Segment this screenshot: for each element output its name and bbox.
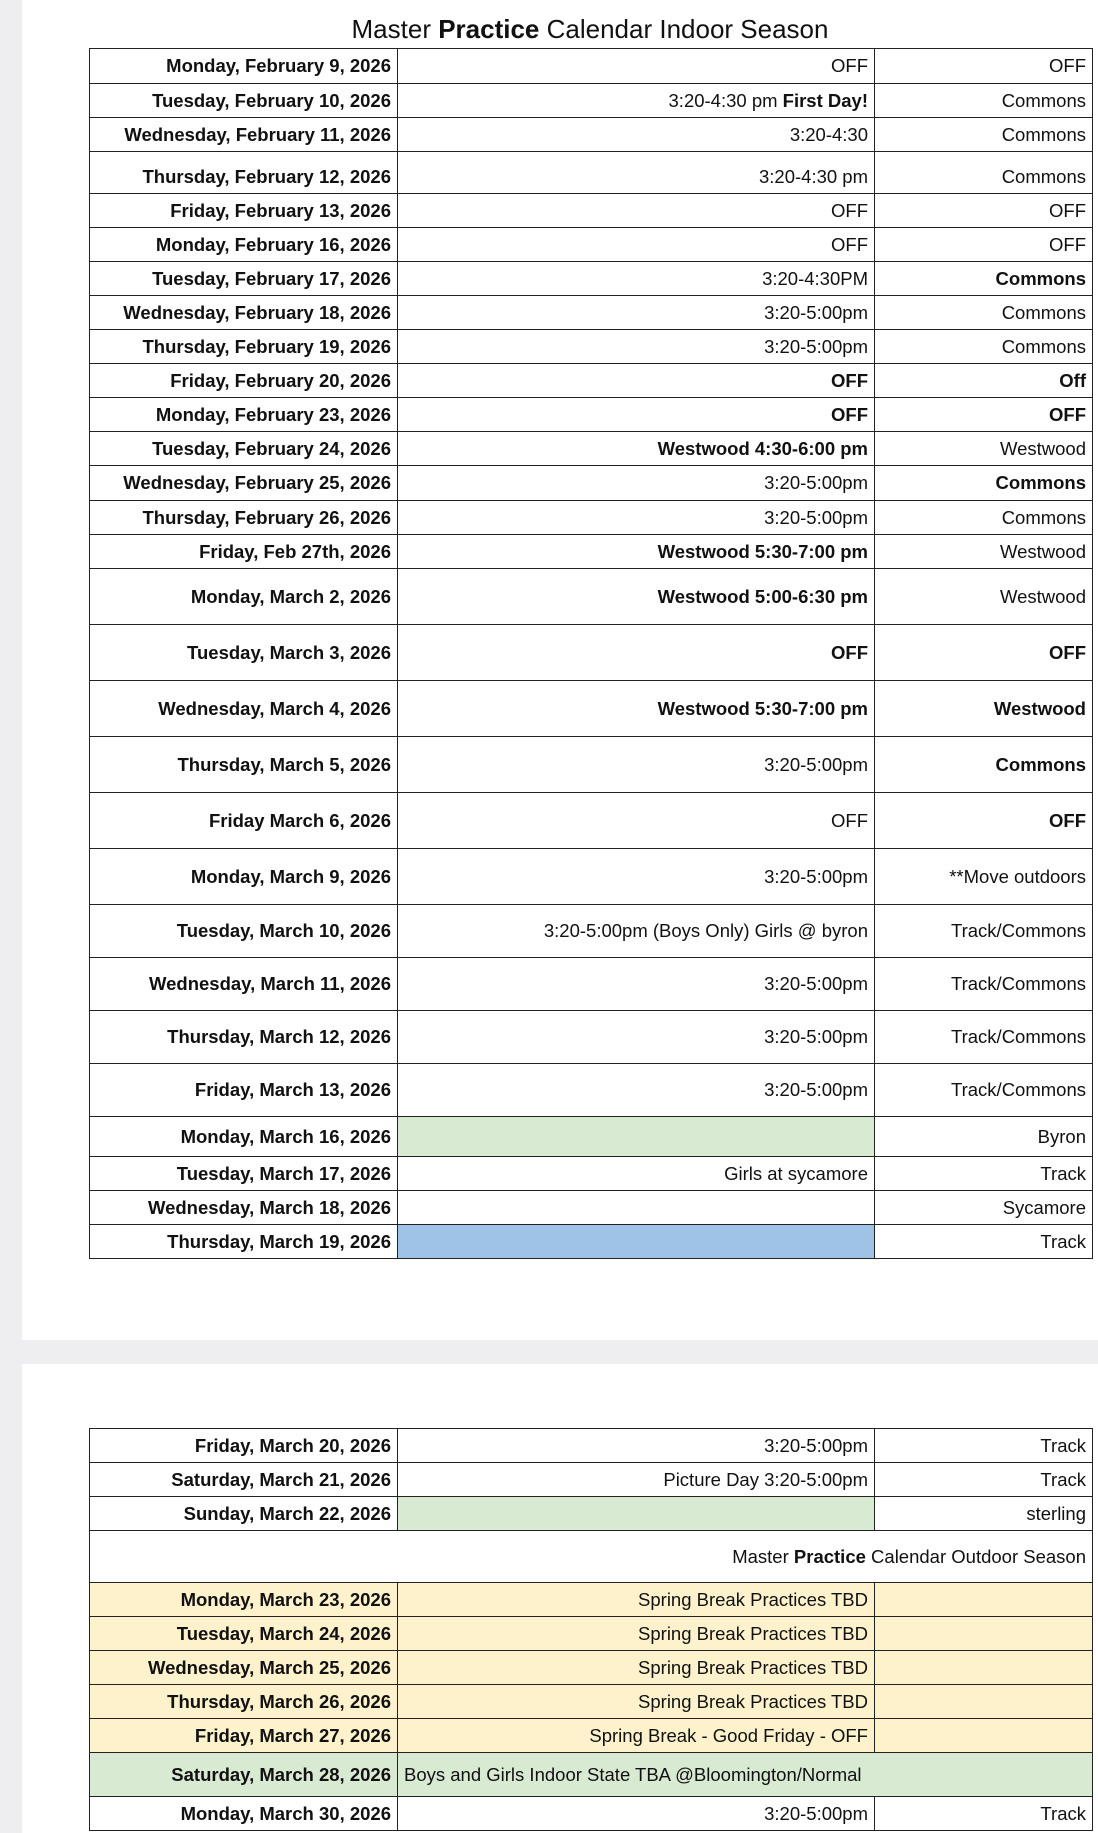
location-cell: Track [875, 1157, 1093, 1191]
table-row [90, 1157, 1093, 1191]
table-row [90, 262, 1093, 296]
date-cell: Thursday, March 12, 2026 [90, 1011, 398, 1064]
location-cell: OFF [875, 228, 1093, 262]
page-2 [22, 1364, 1098, 1833]
time-cell: Westwood 5:30-7:00 pm [398, 681, 875, 737]
table-row [90, 194, 1093, 228]
location-cell [875, 1617, 1093, 1651]
time-cell: 3:20-4:30 pm First Day! [398, 84, 875, 118]
time-cell: 3:20-5:00pm [398, 501, 875, 535]
time-cell: 3:20-5:00pm [398, 466, 875, 501]
table-row [90, 535, 1093, 569]
time-cell [398, 1117, 875, 1157]
date-cell: Wednesday, March 4, 2026 [90, 681, 398, 737]
table-row [90, 569, 1093, 625]
location-cell: Track [875, 1225, 1093, 1259]
outdoor-calendar-table [89, 1428, 1093, 1831]
date-cell: Tuesday, February 17, 2026 [90, 262, 398, 296]
location-cell: OFF [875, 194, 1093, 228]
time-cell: Westwood 5:00-6:30 pm [398, 569, 875, 625]
location-cell [875, 1651, 1093, 1685]
location-cell [875, 1719, 1093, 1753]
date-cell: Tuesday, March 10, 2026 [90, 905, 398, 958]
time-cell: 3:20-5:00pm [398, 958, 875, 1011]
location-cell: Commons [875, 262, 1093, 296]
table-row [90, 1651, 1093, 1685]
location-cell: Track [875, 1463, 1093, 1497]
time-cell: 3:20-5:00pm [398, 296, 875, 330]
time-cell: Westwood 5:30-7:00 pm [398, 535, 875, 569]
location-cell: OFF [875, 625, 1093, 681]
time-cell: Spring Break Practices TBD [398, 1583, 875, 1617]
time-cell: 3:20-4:30PM [398, 262, 875, 296]
location-cell: Commons [875, 296, 1093, 330]
date-cell: Wednesday, March 25, 2026 [90, 1651, 398, 1685]
time-cell: Spring Break Practices TBD [398, 1651, 875, 1685]
date-cell: Wednesday, February 18, 2026 [90, 296, 398, 330]
location-cell: Track/Commons [875, 958, 1093, 1011]
date-cell: Friday March 6, 2026 [90, 793, 398, 849]
table-row [90, 1719, 1093, 1753]
date-cell: Wednesday, February 11, 2026 [90, 118, 398, 152]
location-cell: Commons [875, 737, 1093, 793]
table-row [90, 364, 1093, 398]
date-cell: Monday, March 30, 2026 [90, 1797, 398, 1831]
table-row [90, 84, 1093, 118]
location-cell: Track/Commons [875, 1064, 1093, 1117]
time-cell: 3:20-5:00pm (Boys Only) Girls @ byron [398, 905, 875, 958]
table-row [90, 501, 1093, 535]
location-cell: Westwood [875, 681, 1093, 737]
table-row [90, 228, 1093, 262]
table-row [90, 1463, 1093, 1497]
time-cell [398, 1225, 875, 1259]
time-cell: Spring Break Practices TBD [398, 1685, 875, 1719]
time-cell: OFF [398, 793, 875, 849]
time-cell: 3:20-5:00pm [398, 1064, 875, 1117]
location-cell [875, 1583, 1093, 1617]
date-cell: Friday, March 27, 2026 [90, 1719, 398, 1753]
location-cell: Commons [875, 466, 1093, 501]
time-cell: 3:20-4:30 [398, 118, 875, 152]
table-row [90, 905, 1093, 958]
date-cell: Sunday, March 22, 2026 [90, 1497, 398, 1531]
location-cell: Westwood [875, 569, 1093, 625]
table-row [90, 1797, 1093, 1831]
outdoor-season-title: Master Practice Calendar Outdoor Season [90, 1531, 1093, 1583]
date-cell: Saturday, March 21, 2026 [90, 1463, 398, 1497]
time-cell: OFF [398, 625, 875, 681]
date-cell: Monday, March 23, 2026 [90, 1583, 398, 1617]
table-row [90, 152, 1093, 194]
time-cell: Picture Day 3:20-5:00pm [398, 1463, 875, 1497]
table-row [90, 1064, 1093, 1117]
location-cell: Off [875, 364, 1093, 398]
time-cell: 3:20-4:30 pm [398, 152, 875, 194]
date-cell: Thursday, March 26, 2026 [90, 1685, 398, 1719]
time-cell: 3:20-5:00pm [398, 330, 875, 364]
time-cell: 3:20-5:00pm [398, 1797, 875, 1831]
location-cell [875, 1685, 1093, 1719]
location-cell: Westwood [875, 432, 1093, 466]
date-cell: Thursday, February 19, 2026 [90, 330, 398, 364]
date-cell: Tuesday, March 24, 2026 [90, 1617, 398, 1651]
time-cell: OFF [398, 194, 875, 228]
table-row [90, 1753, 1093, 1797]
date-cell: Monday, March 16, 2026 [90, 1117, 398, 1157]
location-cell: Track [875, 1429, 1093, 1463]
time-cell: 3:20-5:00pm [398, 849, 875, 905]
table-row [90, 793, 1093, 849]
location-cell: Westwood [875, 535, 1093, 569]
table-row [90, 1531, 1093, 1583]
table-row [90, 849, 1093, 905]
date-cell: Tuesday, March 3, 2026 [90, 625, 398, 681]
location-cell: Track/Commons [875, 905, 1093, 958]
date-cell: Friday, Feb 27th, 2026 [90, 535, 398, 569]
location-cell: Commons [875, 118, 1093, 152]
date-cell: Thursday, February 26, 2026 [90, 501, 398, 535]
date-cell: Tuesday, February 10, 2026 [90, 84, 398, 118]
date-cell: Wednesday, March 11, 2026 [90, 958, 398, 1011]
date-cell: Thursday, March 19, 2026 [90, 1225, 398, 1259]
location-cell: **Move outdoors [875, 849, 1093, 905]
location-cell: Commons [875, 152, 1093, 194]
table-row [90, 1191, 1093, 1225]
location-cell: Commons [875, 84, 1093, 118]
table-row [90, 1617, 1093, 1651]
time-cell: 3:20-5:00pm [398, 1429, 875, 1463]
page-1 [22, 0, 1098, 1340]
table-row [90, 625, 1093, 681]
table-row [90, 737, 1093, 793]
time-cell: Spring Break Practices TBD [398, 1617, 875, 1651]
location-cell: Commons [875, 330, 1093, 364]
table-row [90, 1117, 1093, 1157]
table-row [90, 1497, 1093, 1531]
location-cell: Sycamore [875, 1191, 1093, 1225]
date-cell: Saturday, March 28, 2026 [90, 1753, 398, 1797]
location-cell: OFF [875, 49, 1093, 84]
date-cell: Friday, March 13, 2026 [90, 1064, 398, 1117]
table-row [90, 432, 1093, 466]
table-row [90, 466, 1093, 501]
location-cell: Commons [875, 501, 1093, 535]
date-cell: Wednesday, February 25, 2026 [90, 466, 398, 501]
table-row [90, 1685, 1093, 1719]
date-cell: Thursday, February 12, 2026 [90, 152, 398, 194]
location-cell: Byron [875, 1117, 1093, 1157]
time-cell: 3:20-5:00pm [398, 737, 875, 793]
date-cell: Monday, February 9, 2026 [90, 49, 398, 84]
date-cell: Monday, February 23, 2026 [90, 398, 398, 432]
table-row [90, 1583, 1093, 1617]
time-cell: OFF [398, 398, 875, 432]
date-cell: Friday, February 20, 2026 [90, 364, 398, 398]
location-cell: sterling [875, 1497, 1093, 1531]
date-cell: Monday, March 9, 2026 [90, 849, 398, 905]
time-cell [398, 1497, 875, 1531]
time-cell: OFF [398, 228, 875, 262]
date-cell: Thursday, March 5, 2026 [90, 737, 398, 793]
time-cell: 3:20-5:00pm [398, 1011, 875, 1064]
table-row [90, 1011, 1093, 1064]
date-cell: Wednesday, March 18, 2026 [90, 1191, 398, 1225]
date-cell: Tuesday, February 24, 2026 [90, 432, 398, 466]
table-row [90, 330, 1093, 364]
time-cell [398, 1191, 875, 1225]
date-cell: Tuesday, March 17, 2026 [90, 1157, 398, 1191]
date-cell: Friday, February 13, 2026 [90, 194, 398, 228]
table-row [90, 118, 1093, 152]
table-row [90, 681, 1093, 737]
indoor-calendar-table [89, 48, 1093, 1259]
location-cell: OFF [875, 398, 1093, 432]
location-cell: Track/Commons [875, 1011, 1093, 1064]
date-cell: Monday, March 2, 2026 [90, 569, 398, 625]
time-cell: Boys and Girls Indoor State TBA @Bloomington/Normal [398, 1753, 1093, 1797]
table-row [90, 958, 1093, 1011]
table-row [90, 398, 1093, 432]
table-row [90, 1225, 1093, 1259]
location-cell: Track [875, 1797, 1093, 1831]
date-cell: Monday, February 16, 2026 [90, 228, 398, 262]
time-cell: Girls at sycamore [398, 1157, 875, 1191]
indoor-season-title: Master Practice Calendar Indoor Season [351, 14, 829, 44]
table-row [90, 49, 1093, 84]
time-cell: OFF [398, 49, 875, 84]
location-cell: OFF [875, 793, 1093, 849]
time-cell: Spring Break - Good Friday - OFF [398, 1719, 875, 1753]
table-row [90, 296, 1093, 330]
table-row [90, 1429, 1093, 1463]
time-cell: OFF [398, 364, 875, 398]
date-cell: Friday, March 20, 2026 [90, 1429, 398, 1463]
time-cell: Westwood 4:30-6:00 pm [398, 432, 875, 466]
